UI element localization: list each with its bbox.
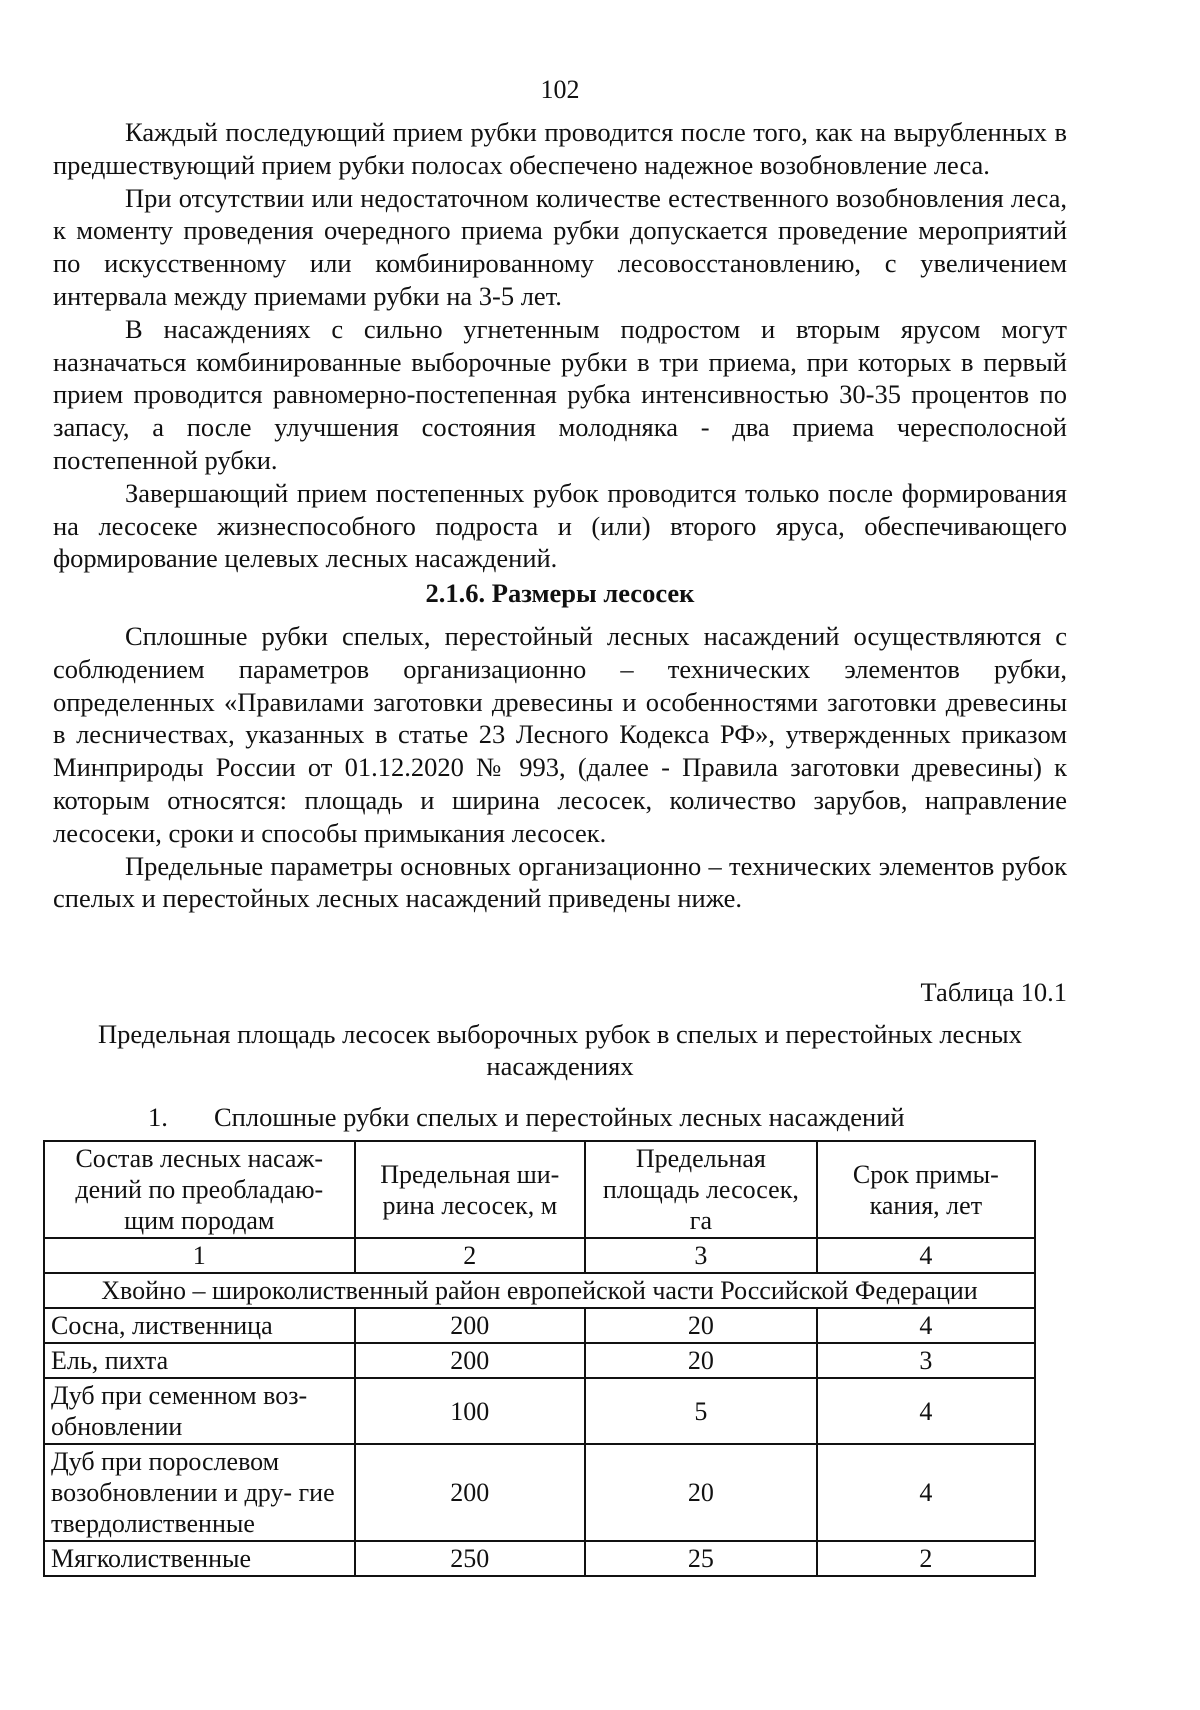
body-text xyxy=(53,116,1067,915)
cell-area: 20 xyxy=(585,1308,817,1343)
cell-species: Мягколиственные xyxy=(44,1541,355,1576)
cell-width: 250 xyxy=(355,1541,586,1576)
cell-area: 5 xyxy=(585,1378,817,1444)
cell-species: Сосна, лиственница xyxy=(44,1308,355,1343)
paragraph: Каждый последующий прием рубки проводится после того, как на вырубленных в предшествующий прием рубки полосах обеспечено надежное возобновление леса. xyxy=(53,117,1067,180)
table-row xyxy=(44,1308,1035,1343)
cell-term: 4 xyxy=(817,1444,1035,1541)
cell-width: 200 xyxy=(355,1343,586,1378)
table-row xyxy=(44,1378,1035,1444)
cell-species: Дуб при порослевом возобновлении и дру- гие твердолиственные xyxy=(44,1444,355,1541)
table-subtitle xyxy=(148,1100,905,1134)
cell-width: 200 xyxy=(355,1444,586,1541)
column-number: 3 xyxy=(585,1238,817,1273)
table-row xyxy=(44,1444,1035,1541)
column-number: 2 xyxy=(355,1238,586,1273)
column-number: 1 xyxy=(44,1238,355,1273)
paragraph: При отсутствии или недостаточном количестве естественного возобновления леса, к моменту проведения очередного приема рубки допускается проведение мероприятий по искусственному или комбинированному лесовосстановлению, с увеличением интервала между приемами рубки на 3-5 лет. xyxy=(53,182,1067,311)
table-caption: Таблица 10.1 xyxy=(920,977,1067,1007)
cell-term: 3 xyxy=(817,1343,1035,1378)
header-width: Предельная ши- рина лесосек, м xyxy=(355,1141,586,1238)
header-species: Состав лесных насаж- дений по преобладаю- щим породам xyxy=(44,1141,355,1238)
table-column-number-row xyxy=(44,1238,1035,1273)
cell-width: 100 xyxy=(355,1378,586,1444)
cell-term: 4 xyxy=(817,1378,1035,1444)
table-subtitle-number: 1. xyxy=(148,1102,168,1132)
section-heading: 2.1.6. Размеры лесосек xyxy=(425,578,695,609)
table-header-row xyxy=(44,1141,1035,1238)
cell-width: 200 xyxy=(355,1308,586,1343)
table-row xyxy=(44,1343,1035,1378)
cell-area: 20 xyxy=(585,1444,817,1541)
cell-species: Дуб при семенном воз- обновлении xyxy=(44,1378,355,1444)
cell-area: 25 xyxy=(585,1541,817,1576)
table-title: Предельная площадь лесосек выборочных рубок в спелых и перестойных лесных насаждениях xyxy=(98,1019,1022,1081)
paragraph: Завершающий прием постепенных рубок проводится только после формирования на лесосеке жизнеспособного подроста и (или) второго яруса, обеспечивающего формирование целевых лесных насаждений. xyxy=(53,477,1067,574)
cell-term: 2 xyxy=(817,1541,1035,1576)
header-term: Срок примы- кания, лет xyxy=(817,1141,1035,1238)
cell-species: Ель, пихта xyxy=(44,1343,355,1378)
cell-term: 4 xyxy=(817,1308,1035,1343)
paragraph: Предельные параметры основных организационно – технических элементов рубок спелых и перестойных лесных насаждений приведены ниже. xyxy=(53,850,1067,914)
header-area: Предельная площадь лесосек, га xyxy=(585,1141,817,1238)
page-number: 102 xyxy=(540,75,580,104)
table-subtitle-text: Сплошные рубки спелых и перестойных лесных насаждений xyxy=(214,1102,905,1132)
table-region-row xyxy=(44,1273,1035,1308)
paragraph: В насаждениях с сильно угнетенным подростом и вторым ярусом могут назначаться комбинированные выборочные рубки в три приема, при которых в первый прием проводится равномерно-постепенная рубка интенсивностью 30-35 процентов по запасу, а после улучшения состояния молодняка - два приема чересполосной постепенной рубки. xyxy=(53,313,1067,475)
cutting-area-table xyxy=(43,1140,1036,1577)
paragraph: Сплошные рубки спелых, перестойный лесных насаждений осуществляются с соблюдением параметров организационно – технических элементов рубки, определенных «Правилами заготовки древесины и особенностями заготовки древесины в лесничествах, указанных в статье 23 Лесного Кодекса РФ», утвержденных приказом Минприроды России от 01.12.2020 № 993, (далее - Правила заготовки древесины) к которым относятся: площадь и ширина лесосек, количество зарубов, направление лесосеки, сроки и способы примыкания лесосек. xyxy=(53,620,1067,848)
table-row xyxy=(44,1541,1035,1576)
region-label: Хвойно – широколиственный район европейской части Российской Федерации xyxy=(44,1273,1035,1308)
cell-area: 20 xyxy=(585,1343,817,1378)
column-number: 4 xyxy=(817,1238,1035,1273)
